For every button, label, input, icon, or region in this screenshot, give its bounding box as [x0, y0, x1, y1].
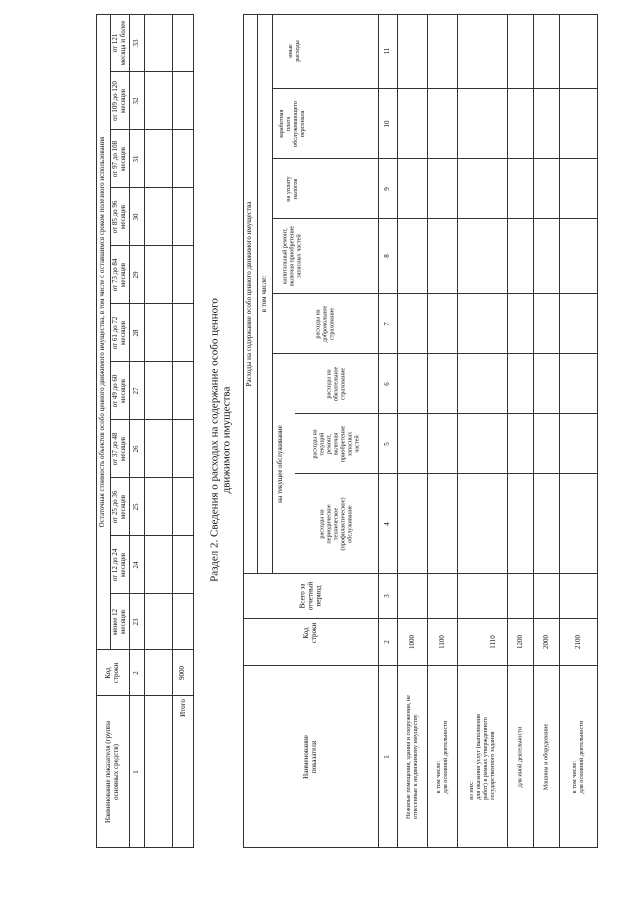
t2-header-periodic [295, 474, 379, 574]
t2-row-cell [534, 159, 560, 219]
t1-period-10: от 109 до 120 месяцев [111, 72, 130, 130]
t2-row-cell [534, 574, 560, 619]
t2-row-cell [458, 414, 508, 474]
t2-row-code-cell [428, 619, 458, 666]
t2-row-cell [428, 89, 458, 159]
section-title-text: Раздел 2. Сведения о расходах на содержание особо ценного движимого имущества [208, 298, 233, 582]
t1-total-cell [173, 72, 194, 130]
t2-row-name-cell [428, 666, 458, 848]
t2-row-cell [458, 219, 508, 294]
t2-row-name-cell [458, 666, 508, 848]
t1-header-code [96, 650, 130, 696]
t2-row-name: в том числе: для основной деятельности [570, 720, 585, 793]
t1-total-label: Итого [178, 699, 187, 717]
t1-total-cell [173, 130, 194, 188]
t1-data-cell [145, 478, 173, 536]
t1-num-code: 2 [130, 650, 145, 696]
t2-row-name: Машины и оборудование [542, 723, 550, 790]
t1-total-cell [173, 304, 194, 362]
t1-data-cell [145, 72, 173, 130]
t2-row-cell [398, 159, 428, 219]
t2-row-cell [560, 89, 598, 159]
t2-row-cell [458, 354, 508, 414]
t2-num-cell: 4 [379, 474, 398, 574]
t1-num-period: 29 [130, 246, 145, 304]
t2-header-current-text: на текущее обслуживание [276, 424, 285, 503]
t1-header-name [96, 696, 130, 848]
t2-row-cell [508, 414, 534, 474]
t2-row-cell [398, 574, 428, 619]
t2-num-cell: 10 [379, 89, 398, 159]
t2-header-salary [273, 89, 379, 159]
t2-header-expenses-text: Расходы на содержание особо ценного движимого имущества [245, 201, 254, 386]
t1-data-cell [145, 362, 173, 420]
t2-row-cell [508, 89, 534, 159]
t2-row-code-cell [508, 619, 534, 666]
t1-period-9: от 97 до 108 месяцев [111, 130, 130, 188]
t2-row-cell [508, 474, 534, 574]
t2-num-cell: 2 [379, 619, 398, 666]
t1-data-cell [145, 188, 173, 246]
t1-total-label-cell [173, 696, 194, 848]
t2-header-total-text: Всего за отчетный период [297, 581, 322, 611]
t2-row-cell [534, 414, 560, 474]
t2-row-code: 2000 [541, 635, 550, 649]
t1-data-cell [145, 420, 173, 478]
t2-header-insurance-mandatory-text: расходы на обязательное страхование [325, 366, 346, 401]
t2-row-cell [560, 219, 598, 294]
t2-row-cell [534, 354, 560, 414]
t1-num-name: 1 [130, 696, 145, 848]
t2-header-current-repair [295, 414, 379, 474]
t2-header-capital-repair-text: капитальный ремонт, включая приобретение запасных частей [281, 225, 303, 287]
t2-row-cell [560, 294, 598, 354]
t2-row-cell [534, 474, 560, 574]
t1-num-period: 28 [130, 304, 145, 362]
t2-row-code: 1110 [489, 635, 498, 649]
t2-header-insurance-mandatory [295, 354, 379, 414]
t2-header-other [273, 14, 379, 89]
t1-total-cell [173, 478, 194, 536]
t2-row-cell [560, 574, 598, 619]
t1-total-cell [173, 14, 194, 72]
t1-data-cell [145, 536, 173, 594]
t1-data-cell [145, 594, 173, 650]
t2-row-name-cell [508, 666, 534, 848]
t2-row-code: 1100 [437, 635, 446, 649]
t1-num-period: 33 [130, 14, 145, 72]
t2-row-name: для иной деятельности [516, 726, 524, 787]
t2-row-cell [428, 219, 458, 294]
t2-row-cell [458, 294, 508, 354]
t2-row-code: 1000 [407, 635, 416, 649]
t2-header-tax-text: на уплату налогов [285, 175, 299, 202]
t2-row-name: Нежилые помещения, здания и сооружения, не отнесенные к недвижимому имуществу [404, 694, 419, 819]
t1-header-group [96, 14, 111, 650]
t2-row-cell [398, 354, 428, 414]
t2-row-name: из них: для оказания услуг (выполнения работ) в рамках утвержденного государственного задания [467, 713, 496, 800]
t2-header-tax [273, 159, 379, 219]
t1-data-cell [145, 650, 173, 696]
t2-header-name [243, 666, 379, 848]
t2-row-name-cell [560, 666, 598, 848]
t1-data-cell [145, 304, 173, 362]
residual-value-table [96, 14, 194, 848]
t2-row-cell [428, 294, 458, 354]
t2-row-cell [508, 354, 534, 414]
t2-row-cell [534, 89, 560, 159]
t1-period-6: от 61 до 72 месяцев [111, 304, 130, 362]
t2-header-salary-text: заработная плата обслуживающего персонала [278, 100, 306, 147]
t2-row-code: 1200 [515, 635, 524, 649]
t1-num-period: 30 [130, 188, 145, 246]
t2-header-code-text: Код строки [301, 622, 318, 644]
t2-row-cell [560, 354, 598, 414]
t2-row-cell [398, 89, 428, 159]
t2-row-cell [560, 159, 598, 219]
t1-period-3: от 25 до 36 месяцев [111, 478, 130, 536]
t2-row-cell [428, 354, 458, 414]
t1-total-cell [173, 362, 194, 420]
t2-row-cell [508, 159, 534, 219]
t2-row-code-cell [458, 619, 508, 666]
t2-row-code: 2100 [573, 635, 582, 649]
t2-row-cell [398, 414, 428, 474]
t2-row-cell [398, 294, 428, 354]
t2-num-cell: 6 [379, 354, 398, 414]
t1-total-cell [173, 188, 194, 246]
t1-period-5: от 49 до 60 месяцев [111, 362, 130, 420]
t2-header-periodic-text: расходы на периодическое техническое (профилактическое) обслуживание [318, 496, 353, 551]
t1-period-11: от 121 месяца и более [111, 14, 130, 72]
t1-num-period: 23 [130, 594, 145, 650]
t1-num-period: 24 [130, 536, 145, 594]
t2-row-cell [508, 574, 534, 619]
t2-row-cell [458, 89, 508, 159]
t2-header-incl [258, 14, 273, 574]
t1-data-cell [145, 14, 173, 72]
t1-total-cell [173, 246, 194, 304]
t2-row-cell [534, 14, 560, 89]
t2-header-insurance-voluntary [273, 294, 379, 354]
t1-period-7: от 73 до 84 месяцев [111, 246, 130, 304]
t2-row-cell [428, 414, 458, 474]
t2-row-cell [428, 574, 458, 619]
t2-num-cell: 1 [379, 666, 398, 848]
t2-row-cell [508, 219, 534, 294]
t2-header-total [243, 574, 379, 619]
t2-row-code-cell [398, 619, 428, 666]
t2-row-cell [560, 14, 598, 89]
t1-period-2: от 12 до 24 месяцев [111, 536, 130, 594]
t2-header-capital-repair [273, 219, 379, 294]
t1-header-code-text: Код строки [103, 662, 120, 683]
t2-row-cell [458, 159, 508, 219]
t1-header-group-text: Остаточная стоимость объектов особо ценного движимого имущества, в том числе с оставшимся сроком полезного использования [98, 136, 107, 527]
t2-header-incl-text: в том числе: [260, 275, 269, 312]
t2-num-cell: 11 [379, 14, 398, 89]
t2-row-cell [458, 574, 508, 619]
t1-period-1: менее 12 месяцев [111, 594, 130, 650]
t2-row-cell [428, 474, 458, 574]
t2-header-code [243, 619, 379, 666]
t1-total-cell [173, 536, 194, 594]
t2-row-cell [398, 219, 428, 294]
t2-row-cell [508, 14, 534, 89]
t1-data-cell [145, 246, 173, 304]
t2-row-cell [428, 159, 458, 219]
t2-row-cell [428, 14, 458, 89]
t2-row-code-cell [534, 619, 560, 666]
t2-num-cell: 9 [379, 159, 398, 219]
t1-total-cell [173, 594, 194, 650]
t1-num-period: 27 [130, 362, 145, 420]
t1-period-8: от 85 до 96 месяцев [111, 188, 130, 246]
section-title [200, 230, 242, 650]
t2-header-current-repair-text: расходы на текущий ремонт, включая приобретение запасных частей [311, 425, 360, 462]
t2-row-name-cell [534, 666, 560, 848]
t2-row-cell [534, 219, 560, 294]
t2-row-cell [508, 294, 534, 354]
t2-row-cell [398, 14, 428, 89]
t2-header-insurance-voluntary-text: расходы на добровольное страхование [314, 305, 335, 342]
t2-row-cell [560, 414, 598, 474]
t2-header-expenses [243, 14, 258, 574]
t2-row-cell [534, 294, 560, 354]
t2-num-cell: 7 [379, 294, 398, 354]
t1-num-period: 26 [130, 420, 145, 478]
t1-total-code: 9000 [178, 665, 187, 680]
t2-row-name-cell [398, 666, 428, 848]
t2-header-other-text: иные расходы [287, 40, 301, 62]
t2-row-cell [560, 474, 598, 574]
t2-num-cell: 5 [379, 414, 398, 474]
t1-num-period: 31 [130, 130, 145, 188]
t1-data-cell [145, 130, 173, 188]
maintenance-expenses-table [243, 14, 598, 848]
t1-total-code-cell [173, 650, 194, 696]
t1-num-period: 25 [130, 478, 145, 536]
t2-num-cell: 3 [379, 574, 398, 619]
t1-period-4: от 37 до 48 месяцев [111, 420, 130, 478]
t2-row-cell [398, 474, 428, 574]
t1-num-period: 32 [130, 72, 145, 130]
t2-row-code-cell [560, 619, 598, 666]
t1-total-cell [173, 420, 194, 478]
t1-data-cell [145, 696, 173, 848]
t2-row-cell [458, 474, 508, 574]
t2-header-name-text: Наименование показателя [301, 734, 318, 779]
t2-row-name: в том числе: для основной деятельности [434, 720, 449, 793]
t2-num-cell: 8 [379, 219, 398, 294]
t2-row-cell [458, 14, 508, 89]
t1-header-name-text: Наименование показателя (группа основных средств) [103, 720, 120, 823]
